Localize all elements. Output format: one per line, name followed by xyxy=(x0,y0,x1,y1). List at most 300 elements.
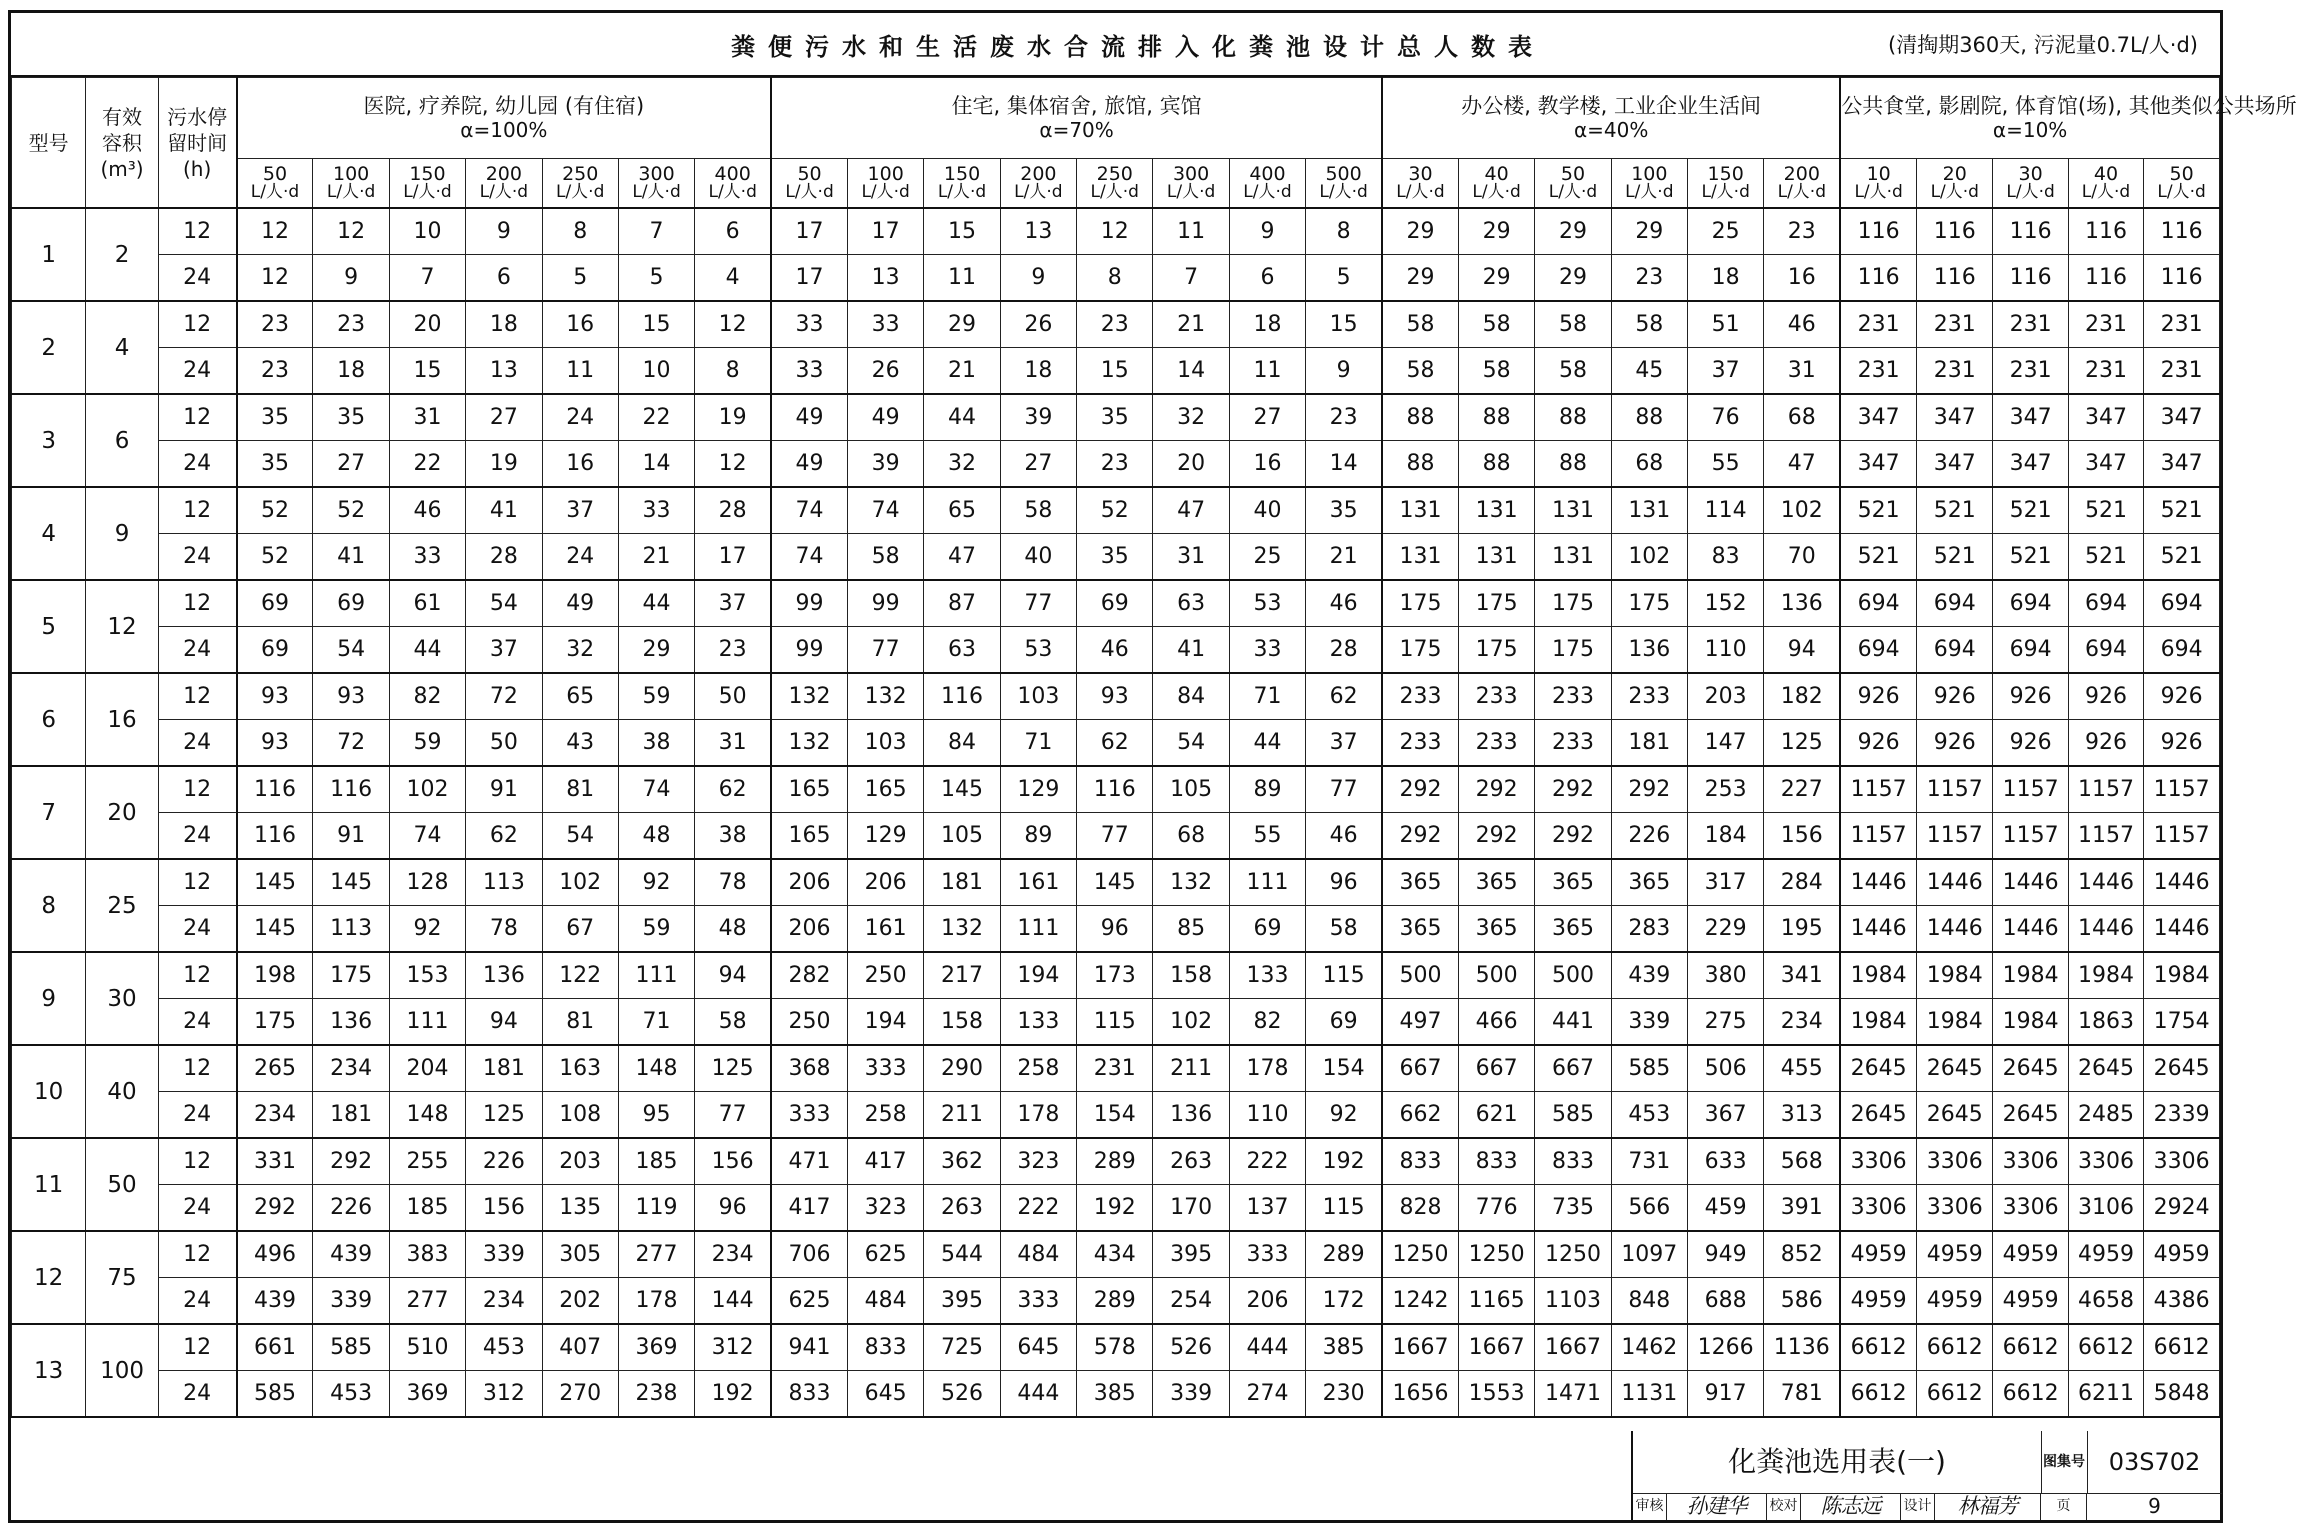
population-cell: 38 xyxy=(618,720,694,767)
population-cell: 68 xyxy=(1611,441,1687,488)
population-cell: 46 xyxy=(389,487,465,534)
population-cell: 2645 xyxy=(2144,1045,2220,1092)
population-cell: 128 xyxy=(389,859,465,906)
effective-volume: 4 xyxy=(86,301,158,394)
population-cell: 385 xyxy=(1306,1324,1382,1371)
population-cell: 333 xyxy=(771,1092,847,1139)
population-cell: 175 xyxy=(237,999,313,1046)
population-cell: 694 xyxy=(1993,580,2068,627)
population-cell: 926 xyxy=(2144,720,2220,767)
population-cell: 35 xyxy=(237,394,313,441)
population-cell: 926 xyxy=(2068,673,2143,720)
population-cell: 7 xyxy=(389,255,465,302)
population-cell: 1165 xyxy=(1458,1278,1534,1325)
population-cell: 35 xyxy=(237,441,313,488)
population-cell: 88 xyxy=(1535,441,1611,488)
population-cell: 182 xyxy=(1764,673,1840,720)
retention-time: 12 xyxy=(158,673,236,720)
population-cell: 178 xyxy=(618,1278,694,1325)
population-cell: 10 xyxy=(389,208,465,255)
retention-time: 24 xyxy=(158,720,236,767)
rate-header xyxy=(771,159,847,209)
population-cell: 95 xyxy=(618,1092,694,1139)
population-cell: 29 xyxy=(1611,208,1687,255)
retention-time: 12 xyxy=(158,580,236,627)
population-cell: 23 xyxy=(237,348,313,395)
population-cell: 185 xyxy=(389,1185,465,1232)
group-name: 住宅, 集体宿舍, 旅馆, 宾馆 xyxy=(951,94,1202,118)
population-cell: 23 xyxy=(313,301,389,348)
rate-value: 300 xyxy=(638,163,675,185)
group-header-2 xyxy=(771,78,1382,159)
effective-volume: 9 xyxy=(86,487,158,580)
population-cell: 4959 xyxy=(1917,1278,1993,1325)
rate-header xyxy=(618,159,694,209)
population-cell: 206 xyxy=(1229,1278,1305,1325)
population-cell: 833 xyxy=(847,1324,923,1371)
population-cell: 231 xyxy=(2144,301,2220,348)
population-cell: 111 xyxy=(618,952,694,999)
population-cell: 206 xyxy=(771,906,847,953)
population-cell: 102 xyxy=(1153,999,1229,1046)
page-number: 9 xyxy=(2148,1494,2161,1518)
model-number: 5 xyxy=(12,580,86,673)
population-cell: 231 xyxy=(1993,301,2068,348)
population-cell: 305 xyxy=(542,1231,618,1278)
population-cell: 1157 xyxy=(2068,813,2143,860)
population-cell: 23 xyxy=(1764,208,1840,255)
population-cell: 25 xyxy=(1229,534,1305,581)
population-cell: 254 xyxy=(1153,1278,1229,1325)
table-row xyxy=(12,208,2220,255)
population-cell: 566 xyxy=(1611,1185,1687,1232)
population-cell: 585 xyxy=(237,1371,313,1418)
population-cell: 6612 xyxy=(2068,1324,2143,1371)
population-cell: 103 xyxy=(1000,673,1076,720)
model-number: 1 xyxy=(12,208,86,301)
population-cell: 29 xyxy=(1382,208,1458,255)
population-cell: 18 xyxy=(1688,255,1764,302)
population-cell: 116 xyxy=(1077,766,1153,813)
population-cell: 292 xyxy=(1382,766,1458,813)
group-alpha: α=10% xyxy=(1992,118,2068,142)
rate-unit: L/人·d xyxy=(2157,182,2206,202)
population-cell: 417 xyxy=(847,1138,923,1185)
population-cell: 4959 xyxy=(1840,1231,1916,1278)
population-cell: 621 xyxy=(1458,1092,1534,1139)
population-cell: 12 xyxy=(695,441,771,488)
retention-time: 12 xyxy=(158,952,236,999)
population-cell: 91 xyxy=(466,766,542,813)
population-cell: 154 xyxy=(1077,1092,1153,1139)
population-cell: 277 xyxy=(618,1231,694,1278)
population-cell: 27 xyxy=(1000,441,1076,488)
population-cell: 6612 xyxy=(1840,1324,1916,1371)
population-cell: 369 xyxy=(618,1324,694,1371)
population-cell: 137 xyxy=(1229,1185,1305,1232)
population-cell: 233 xyxy=(1458,720,1534,767)
retention-header-unit: (h) xyxy=(183,156,212,181)
population-cell: 58 xyxy=(695,999,771,1046)
rate-header xyxy=(313,159,389,209)
population-cell: 39 xyxy=(1000,394,1076,441)
population-cell: 82 xyxy=(1229,999,1305,1046)
population-cell: 347 xyxy=(2144,441,2220,488)
population-cell: 74 xyxy=(771,487,847,534)
population-cell: 148 xyxy=(389,1092,465,1139)
population-cell: 365 xyxy=(1535,859,1611,906)
rate-value: 100 xyxy=(1631,163,1668,185)
population-cell: 23 xyxy=(1306,394,1382,441)
population-cell: 49 xyxy=(847,394,923,441)
population-cell: 667 xyxy=(1535,1045,1611,1092)
population-cell: 158 xyxy=(924,999,1000,1046)
rate-header xyxy=(1688,159,1764,209)
volume-header-unit: (m³) xyxy=(100,156,144,181)
population-cell: 192 xyxy=(1306,1138,1382,1185)
population-cell: 52 xyxy=(237,487,313,534)
rate-value: 50 xyxy=(262,163,288,185)
population-cell: 181 xyxy=(466,1045,542,1092)
population-cell: 58 xyxy=(1382,301,1458,348)
footer-area xyxy=(11,1431,2220,1520)
population-cell: 63 xyxy=(1153,580,1229,627)
population-cell: 58 xyxy=(847,534,923,581)
population-cell: 103 xyxy=(847,720,923,767)
population-cell: 35 xyxy=(1077,394,1153,441)
population-cell: 74 xyxy=(389,813,465,860)
population-cell: 28 xyxy=(1306,627,1382,674)
population-cell: 6 xyxy=(1229,255,1305,302)
population-cell: 113 xyxy=(313,906,389,953)
population-cell: 347 xyxy=(2068,441,2143,488)
effective-volume: 12 xyxy=(86,580,158,673)
population-cell: 28 xyxy=(466,534,542,581)
table-row xyxy=(12,1371,2220,1418)
population-cell: 77 xyxy=(695,1092,771,1139)
population-cell: 158 xyxy=(1153,952,1229,999)
retention-time: 12 xyxy=(158,1045,236,1092)
population-cell: 44 xyxy=(1229,720,1305,767)
population-cell: 69 xyxy=(1306,999,1382,1046)
population-cell: 58 xyxy=(1535,301,1611,348)
population-cell: 43 xyxy=(542,720,618,767)
population-cell: 46 xyxy=(1077,627,1153,674)
population-cell: 77 xyxy=(1306,766,1382,813)
population-cell: 510 xyxy=(389,1324,465,1371)
population-cell: 102 xyxy=(389,766,465,813)
table-row xyxy=(12,999,2220,1046)
rate-header xyxy=(466,159,542,209)
rate-value: 400 xyxy=(714,163,751,185)
population-cell: 313 xyxy=(1764,1092,1840,1139)
population-cell: 110 xyxy=(1688,627,1764,674)
population-cell: 63 xyxy=(924,627,1000,674)
rate-unit: L/人·d xyxy=(1472,182,1521,202)
population-cell: 1157 xyxy=(2144,813,2220,860)
table-row xyxy=(12,906,2220,953)
population-cell: 14 xyxy=(1153,348,1229,395)
population-cell: 116 xyxy=(237,813,313,860)
population-cell: 292 xyxy=(237,1185,313,1232)
rate-unit: L/人·d xyxy=(1319,182,1368,202)
population-cell: 625 xyxy=(771,1278,847,1325)
population-cell: 131 xyxy=(1458,487,1534,534)
rate-value: 300 xyxy=(1172,163,1210,185)
effective-volume: 25 xyxy=(86,859,158,952)
population-cell: 407 xyxy=(542,1324,618,1371)
population-cell: 26 xyxy=(1000,301,1076,348)
population-cell: 33 xyxy=(389,534,465,581)
population-cell: 115 xyxy=(1077,999,1153,1046)
population-cell: 339 xyxy=(466,1231,542,1278)
population-cell: 439 xyxy=(237,1278,313,1325)
volume-header xyxy=(86,78,158,209)
population-cell: 147 xyxy=(1688,720,1764,767)
population-cell: 22 xyxy=(618,394,694,441)
population-cell: 136 xyxy=(466,952,542,999)
population-cell: 13 xyxy=(1000,208,1076,255)
rate-unit: L/人·d xyxy=(1701,182,1750,202)
population-cell: 92 xyxy=(1306,1092,1382,1139)
group-alpha: α=40% xyxy=(1573,118,1649,142)
population-cell: 1250 xyxy=(1458,1231,1534,1278)
population-cell: 211 xyxy=(924,1092,1000,1139)
population-cell: 852 xyxy=(1764,1231,1840,1278)
population-cell: 1446 xyxy=(1840,859,1916,906)
population-cell: 231 xyxy=(2068,348,2143,395)
population-cell: 26 xyxy=(847,348,923,395)
population-cell: 145 xyxy=(237,859,313,906)
population-cell: 706 xyxy=(771,1231,847,1278)
rate-unit: L/人·d xyxy=(785,182,834,202)
population-cell: 5 xyxy=(542,255,618,302)
population-cell: 16 xyxy=(542,301,618,348)
population-cell: 339 xyxy=(1611,999,1687,1046)
population-cell: 521 xyxy=(2068,534,2143,581)
population-cell: 58 xyxy=(1458,301,1534,348)
rate-header xyxy=(542,159,618,209)
population-cell: 31 xyxy=(389,394,465,441)
population-cell: 31 xyxy=(695,720,771,767)
population-cell: 93 xyxy=(313,673,389,720)
population-cell: 453 xyxy=(466,1324,542,1371)
population-cell: 1462 xyxy=(1611,1324,1687,1371)
population-cell: 735 xyxy=(1535,1185,1611,1232)
rate-header xyxy=(1535,159,1611,209)
population-cell: 694 xyxy=(1993,627,2068,674)
population-cell: 459 xyxy=(1688,1185,1764,1232)
population-cell: 1242 xyxy=(1382,1278,1458,1325)
population-cell: 25 xyxy=(1688,208,1764,255)
population-cell: 33 xyxy=(771,301,847,348)
population-cell: 9 xyxy=(466,208,542,255)
population-cell: 105 xyxy=(924,813,1000,860)
population-cell: 694 xyxy=(1917,627,1993,674)
group-alpha: α=100% xyxy=(460,118,548,142)
rate-header xyxy=(1993,159,2068,209)
population-cell: 1446 xyxy=(1917,859,1993,906)
population-cell: 145 xyxy=(1077,859,1153,906)
population-cell: 568 xyxy=(1764,1138,1840,1185)
population-cell: 116 xyxy=(1917,255,1993,302)
population-cell: 645 xyxy=(1000,1324,1076,1371)
population-cell: 29 xyxy=(1458,255,1534,302)
population-cell: 65 xyxy=(924,487,1000,534)
population-cell: 59 xyxy=(618,673,694,720)
population-cell: 1667 xyxy=(1458,1324,1534,1371)
population-cell: 91 xyxy=(313,813,389,860)
population-cell: 68 xyxy=(1764,394,1840,441)
population-cell: 391 xyxy=(1764,1185,1840,1232)
population-cell: 7 xyxy=(1153,255,1229,302)
population-cell: 506 xyxy=(1688,1045,1764,1092)
population-cell: 1667 xyxy=(1382,1324,1458,1371)
rate-header xyxy=(1306,159,1382,209)
rate-unit: L/人·d xyxy=(2081,182,2131,202)
population-cell: 848 xyxy=(1611,1278,1687,1325)
population-cell: 347 xyxy=(1840,394,1916,441)
population-cell: 941 xyxy=(771,1324,847,1371)
population-cell: 9 xyxy=(1229,208,1305,255)
population-cell: 9 xyxy=(1000,255,1076,302)
population-cell: 154 xyxy=(1306,1045,1382,1092)
population-cell: 21 xyxy=(1306,534,1382,581)
population-cell: 585 xyxy=(313,1324,389,1371)
population-cell: 29 xyxy=(618,627,694,674)
population-cell: 89 xyxy=(1000,813,1076,860)
population-cell: 94 xyxy=(695,952,771,999)
population-cell: 52 xyxy=(313,487,389,534)
population-cell: 2485 xyxy=(2068,1092,2143,1139)
population-cell: 19 xyxy=(695,394,771,441)
population-cell: 1984 xyxy=(1993,952,2068,999)
group-header-4 xyxy=(1840,78,2297,159)
population-cell: 250 xyxy=(847,952,923,999)
rate-unit: L/人·d xyxy=(708,182,757,202)
population-cell: 2645 xyxy=(1993,1045,2068,1092)
population-cell: 233 xyxy=(1382,673,1458,720)
population-cell: 1863 xyxy=(2068,999,2143,1046)
population-cell: 111 xyxy=(1000,906,1076,953)
population-cell: 380 xyxy=(1688,952,1764,999)
population-cell: 16 xyxy=(1764,255,1840,302)
population-cell: 231 xyxy=(2144,348,2220,395)
design-signature: 林福芳 xyxy=(1935,1493,2041,1520)
population-cell: 1984 xyxy=(1840,999,1916,1046)
population-cell: 33 xyxy=(847,301,923,348)
population-cell: 3306 xyxy=(1993,1185,2068,1232)
table-row xyxy=(12,487,2220,534)
population-cell: 21 xyxy=(1153,301,1229,348)
population-cell: 484 xyxy=(847,1278,923,1325)
table-row xyxy=(12,1324,2220,1371)
population-cell: 776 xyxy=(1458,1185,1534,1232)
population-cell: 6612 xyxy=(1993,1371,2068,1418)
population-cell: 58 xyxy=(1611,301,1687,348)
population-cell: 24 xyxy=(542,534,618,581)
population-cell: 234 xyxy=(1764,999,1840,1046)
population-cell: 12 xyxy=(1077,208,1153,255)
population-cell: 181 xyxy=(924,859,1000,906)
population-cell: 949 xyxy=(1688,1231,1764,1278)
population-cell: 17 xyxy=(695,534,771,581)
retention-time: 24 xyxy=(158,1092,236,1139)
population-cell: 4658 xyxy=(2068,1278,2143,1325)
population-cell: 116 xyxy=(1993,208,2068,255)
population-cell: 453 xyxy=(313,1371,389,1418)
population-cell: 211 xyxy=(1153,1045,1229,1092)
population-cell: 1097 xyxy=(1611,1231,1687,1278)
population-cell: 4386 xyxy=(2144,1278,2220,1325)
population-cell: 289 xyxy=(1306,1231,1382,1278)
population-cell: 93 xyxy=(237,720,313,767)
population-cell: 125 xyxy=(466,1092,542,1139)
population-cell: 521 xyxy=(2144,534,2220,581)
population-cell: 88 xyxy=(1535,394,1611,441)
table-row xyxy=(12,534,2220,581)
population-cell: 46 xyxy=(1306,580,1382,627)
drawing-name: 化粪池选用表(一) xyxy=(1633,1431,2042,1493)
population-cell: 131 xyxy=(1535,487,1611,534)
rate-value: 20 xyxy=(1942,163,1967,185)
population-cell: 62 xyxy=(695,766,771,813)
population-cell: 688 xyxy=(1688,1278,1764,1325)
population-cell: 292 xyxy=(1611,766,1687,813)
population-cell: 202 xyxy=(542,1278,618,1325)
population-cell: 233 xyxy=(1535,720,1611,767)
rate-unit: L/人·d xyxy=(1930,182,1979,202)
population-cell: 175 xyxy=(313,952,389,999)
population-cell: 2339 xyxy=(2144,1092,2220,1139)
population-cell: 263 xyxy=(1153,1138,1229,1185)
population-cell: 94 xyxy=(1764,627,1840,674)
population-cell: 76 xyxy=(1688,394,1764,441)
population-cell: 270 xyxy=(542,1371,618,1418)
population-cell: 365 xyxy=(1382,859,1458,906)
population-cell: 3306 xyxy=(2144,1138,2220,1185)
retention-time: 24 xyxy=(158,348,236,395)
rate-header xyxy=(1458,159,1534,209)
page-label: 页 xyxy=(2041,1493,2087,1520)
population-cell: 27 xyxy=(466,394,542,441)
population-cell: 731 xyxy=(1611,1138,1687,1185)
population-cell: 145 xyxy=(924,766,1000,813)
population-cell: 116 xyxy=(1840,208,1916,255)
effective-volume: 75 xyxy=(86,1231,158,1324)
table-row xyxy=(12,255,2220,302)
population-cell: 2645 xyxy=(2068,1045,2143,1092)
population-cell: 274 xyxy=(1229,1371,1305,1418)
table-row xyxy=(12,1045,2220,1092)
population-cell: 72 xyxy=(466,673,542,720)
population-cell: 238 xyxy=(618,1371,694,1418)
population-cell: 4959 xyxy=(1993,1231,2068,1278)
population-cell: 38 xyxy=(695,813,771,860)
retention-time: 12 xyxy=(158,859,236,906)
population-cell: 23 xyxy=(237,301,313,348)
model-number: 4 xyxy=(12,487,86,580)
population-cell: 917 xyxy=(1688,1371,1764,1418)
population-cell: 662 xyxy=(1382,1092,1458,1139)
population-cell: 1250 xyxy=(1535,1231,1611,1278)
rate-value: 200 xyxy=(485,163,522,185)
population-cell: 32 xyxy=(1153,394,1229,441)
population-cell: 3306 xyxy=(1917,1138,1993,1185)
population-cell: 47 xyxy=(1153,487,1229,534)
population-cell: 365 xyxy=(1382,906,1458,953)
population-cell: 633 xyxy=(1688,1138,1764,1185)
